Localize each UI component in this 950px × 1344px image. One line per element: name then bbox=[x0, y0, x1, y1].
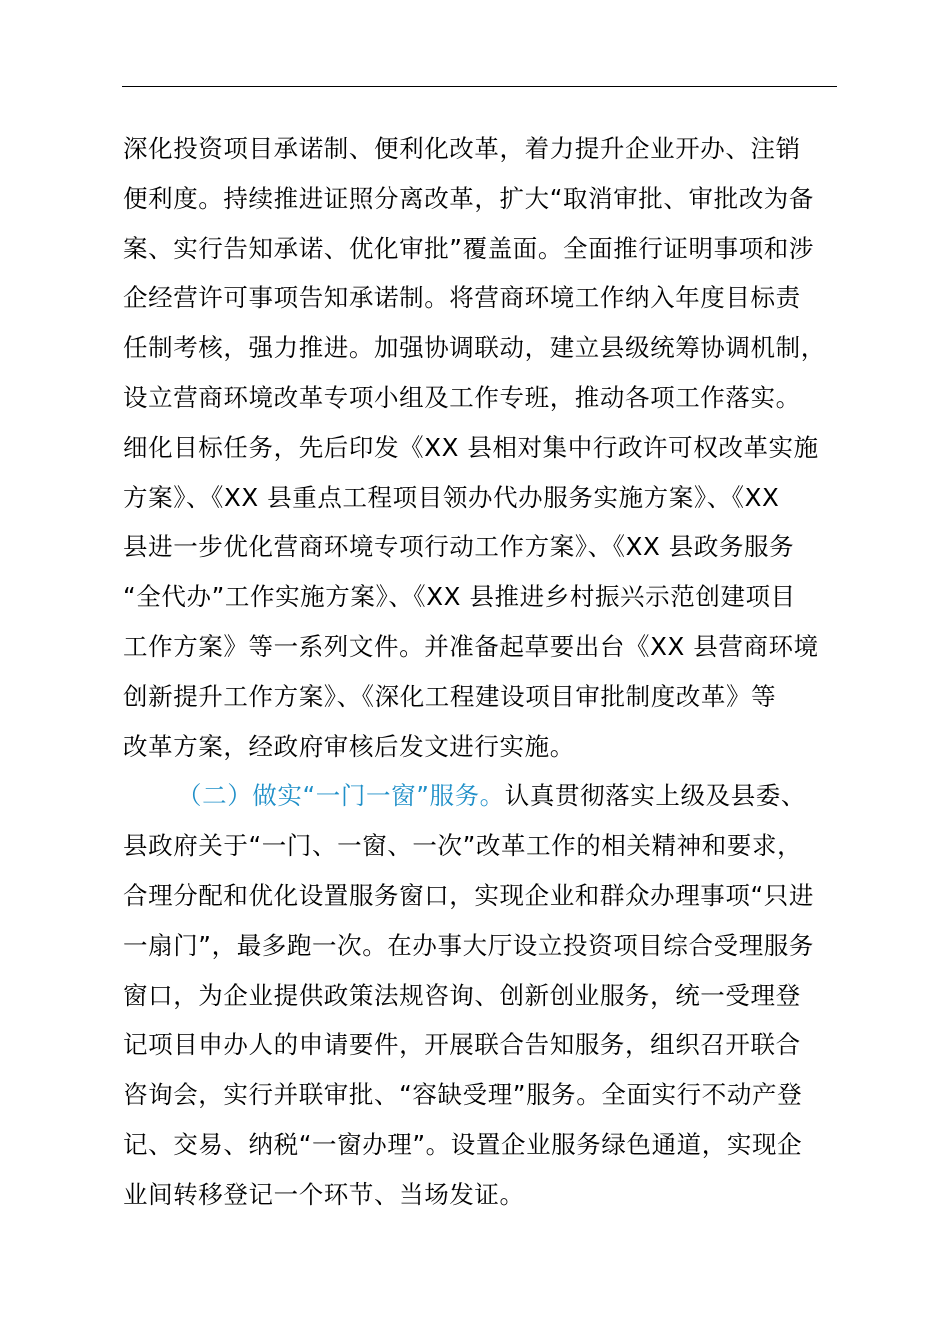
text-line: 县进一步优化营商环境专项行动工作方案》、《XX 县政务服务 bbox=[123, 532, 795, 562]
text-line: 创新提升工作方案》、《深化工程建设项目审批制度改革》等 bbox=[123, 681, 777, 711]
text-line: 记项目申办人的申请要件，开展联合告知服务，组织召开联合 bbox=[123, 1030, 801, 1060]
text-line: 工作方案》等一系列文件。并准备起草要出台《XX 县营商环境 bbox=[123, 631, 819, 661]
text-line: 合理分配和优化设置服务窗口，实现企业和群众办理事项“只进 bbox=[123, 880, 814, 910]
text-line: 任制考核，强力推进。加强协调联动，建立县级统筹协调机制， bbox=[123, 333, 826, 363]
text-line: 细化目标任务，先后印发《XX 县相对集中行政许可权改革实施 bbox=[123, 432, 819, 462]
text-line: 案、实行告知承诺、优化审批”覆盖面。全面推行证明事项和涉 bbox=[123, 233, 814, 263]
text-line: 改革方案，经政府审核后发文进行实施。 bbox=[123, 731, 575, 761]
section-heading-line bbox=[123, 771, 865, 821]
text-line: 企经营许可事项告知承诺制。将营商环境工作纳入年度目标责 bbox=[123, 283, 801, 313]
text-line: 县政府关于“一门、一窗、一次”改革工作的相关精神和要求， bbox=[123, 831, 803, 861]
text-run: 认真贯彻落实上级及县委、 bbox=[504, 781, 806, 811]
text-line: 一扇门”，最多跑一次。在办事大厅设立投资项目综合受理服务 bbox=[123, 930, 814, 960]
text-line: 记、交易、纳税“一窗办理”。设置企业服务绿色通道，实现企 bbox=[123, 1129, 803, 1159]
header-rule bbox=[122, 86, 837, 87]
text-line: 设立营商环境改革专项小组及工作专班，推动各项工作落实。 bbox=[123, 382, 801, 412]
text-line: “全代办”工作实施方案》、《XX 县推进乡村振兴示范创建项目 bbox=[123, 582, 796, 612]
document-body bbox=[123, 124, 865, 1220]
text-line: 深化投资项目承诺制、便利化改革，着力提升企业开办、注销 bbox=[123, 134, 801, 163]
paragraph-2 bbox=[123, 771, 865, 1219]
text-line: 便利度。持续推进证照分离改革，扩大“取消审批、审批改为备 bbox=[123, 183, 814, 213]
text-line: 方案》、《XX 县重点工程项目领办代办服务实施方案》、《XX bbox=[123, 482, 780, 512]
paragraph-1 bbox=[123, 124, 865, 771]
section-heading: （二）做实“一门一窗”服务。 bbox=[177, 781, 505, 811]
text-line: 咨询会，实行并联审批、“容缺受理”服务。全面实行不动产登 bbox=[123, 1080, 803, 1110]
text-line: 业间转移登记一个环节、当场发证。 bbox=[123, 1179, 525, 1209]
text-line: 窗口，为企业提供政策法规咨询、创新创业服务，统一受理登 bbox=[123, 980, 801, 1010]
